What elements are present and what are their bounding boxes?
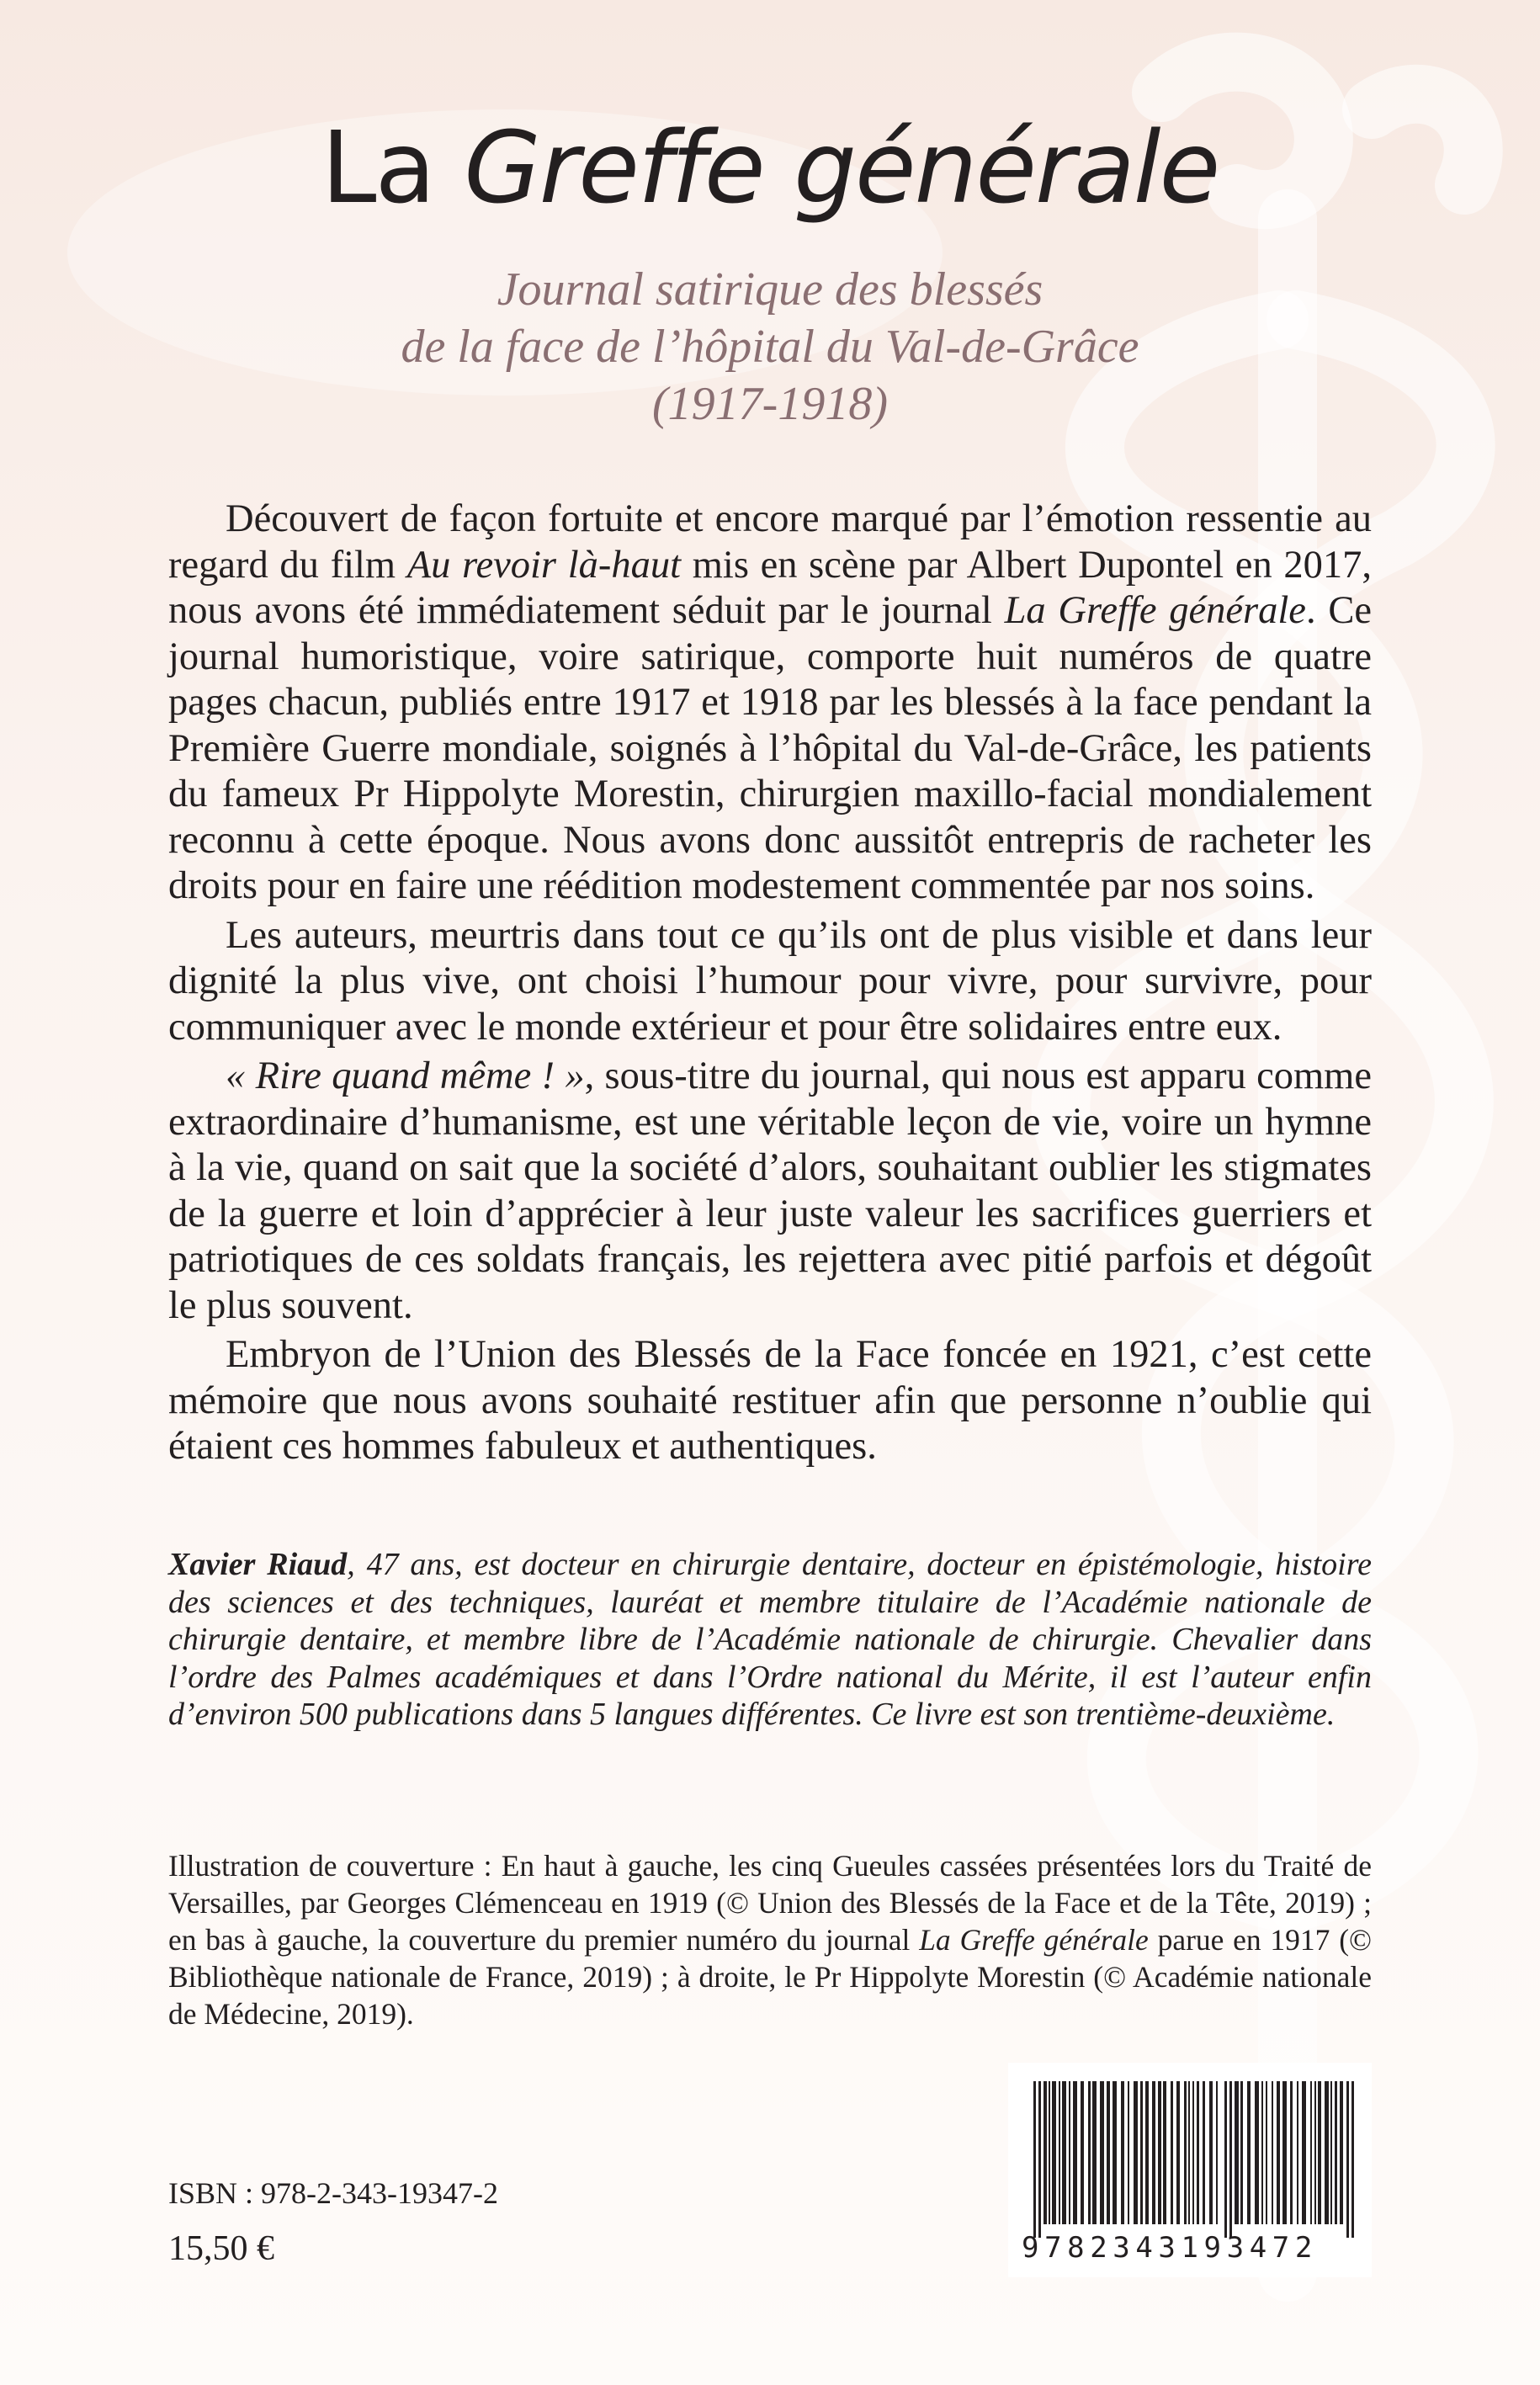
blurb-p1-text-a: Découvert de façon fortuite et encore marqué par l’émotion ressentie au regard du film (168, 497, 1372, 587)
barcode-bar (1069, 2081, 1070, 2224)
blurb-p3-text: , sous-titre du journal, qui nous est apparu comme extraordinaire d’humanisme, est une véritable leçon de vie, voire un hymne à la vie, quand on sait que la société d’alors, souhaitant oublier les stigmates de la guerre et loin d’apprécier à leur juste valeur les sacrifices guerriers et patriotiques de ces soldats français, les rejettera avec pitié parfois et dégoût le plus souvent. (168, 1054, 1372, 1327)
barcode-bar (1121, 2081, 1124, 2224)
blurb-paragraph-1 (168, 497, 1372, 910)
barcode-bar (1192, 2081, 1194, 2224)
barcode-bar (1330, 2081, 1332, 2224)
isbn: ISBN : 978-2-343-19347-2 (168, 2176, 498, 2210)
barcode-bar (1277, 2081, 1280, 2224)
barcode-bar (1038, 2081, 1041, 2238)
credits-journal-title: La Greffe générale (919, 1923, 1149, 1957)
barcode-bar (1059, 2081, 1060, 2224)
barcode-bar (1351, 2081, 1354, 2238)
credits-text-a: Illustration de couverture : En haut à gauche, les cinq Gueules cassées présentées lors du Traité de Versailles, par Georges Clémenceau en 1919 (© Union des Blessés de la Face et de la Tête, 2019) ; en bas à gauche, la couverture du premier numéro du journal (168, 1849, 1372, 1957)
barcode-bar (1272, 2081, 1273, 2224)
barcode-bar (1113, 2081, 1117, 2224)
barcode-bar (1297, 2081, 1298, 2224)
author-name: Xavier Riaud (168, 1547, 348, 1582)
barcode-bar (1209, 2081, 1213, 2224)
barcode-bar (1290, 2081, 1293, 2224)
barcode-bar (1176, 2081, 1180, 2224)
barcode-bar (1325, 2081, 1329, 2224)
barcode-bar (1203, 2081, 1205, 2224)
blurb-p1-text-c: . Ce journal humoristique, voire satirique, comporte huit numéros de quatre pages chacun, publiés entre 1917 et 1918 par les blessés à la face pendant la Première Guerre mondiale, soignés à l’hôpital du Val-de-Grâce, les patients du fameux Pr Hippolyte Morestin, chirurgien maxillo-facial mondialement reconnu à cette époque. Nous avons donc aussitôt entrepris de racheter les droits pour en faire une réédition modestement commentée par nos soins. (168, 589, 1372, 907)
barcode-bar (1052, 2081, 1056, 2224)
barcode-bar (1310, 2081, 1312, 2224)
subtitle-line-1: Journal satirique des blessés (497, 263, 1043, 316)
journal-title: La Greffe générale (1004, 589, 1306, 632)
barcode-bar (1081, 2081, 1084, 2224)
barcode-bar (1163, 2081, 1166, 2224)
barcode-bar (1145, 2081, 1149, 2224)
barcode-bar (1216, 2081, 1218, 2224)
barcode (1008, 2063, 1372, 2277)
barcode-bar (1346, 2081, 1349, 2238)
subtitle-line-2: de la face de l’hôpital du Val-de-Grâce (401, 321, 1139, 373)
barcode-bar (1255, 2081, 1259, 2224)
price: 15,50 € (168, 2229, 274, 2268)
barcode-bar (1261, 2081, 1263, 2224)
barcode-bar (1229, 2081, 1232, 2238)
barcode-bar (1140, 2081, 1143, 2224)
blurb-p1-text-b: mis en scène par Albert Dupontel en 2017, nous avons été immédiatement séduit par le journal (168, 543, 1372, 632)
barcode-bar (1062, 2081, 1066, 2224)
barcode-bar (1128, 2081, 1129, 2224)
blurb (168, 497, 1372, 1470)
barcode-bar (1340, 2081, 1343, 2224)
barcode-bar (1314, 2081, 1316, 2224)
cover-illustration-credits (168, 1847, 1372, 2032)
barcode-bar (1158, 2081, 1161, 2224)
barcode-bar (1184, 2081, 1187, 2224)
barcode-bar (1240, 2081, 1243, 2224)
blurb-paragraph-3 (168, 1054, 1372, 1329)
barcode-digits: 9782343193472 (1022, 2231, 1318, 2265)
journal-motto: « Rire quand même ! » (226, 1054, 585, 1097)
barcode-bar (1247, 2081, 1251, 2224)
credits-text-b: parue en 1917 (© Bibliothèque nationale de France, 2019) ; à droite, le Pr Hippolyte Morestin (© Académie nationale de Médecine, 2019). (168, 1923, 1372, 2031)
barcode-bar (1033, 2081, 1036, 2238)
barcode-bar (1282, 2081, 1287, 2224)
barcode-bar (1188, 2081, 1190, 2224)
barcode-bar (1302, 2081, 1306, 2224)
barcode-bar (1100, 2081, 1104, 2224)
barcode-bar (1073, 2081, 1077, 2224)
author-bio-text: , 47 ans, est docteur en chirurgie dentaire, docteur en épistémologie, histoire des sciences et des techniques, lauréat et membre titulaire de l’Académie nationale de chirurgie dentaire, et membre libre de l’Académie nationale de chirurgie. Chevalier dans l’ordre des Palmes académiques et dans l’Ordre national du Mérite, il est l’auteur enfin d’environ 500 publications dans 5 langues différentes. Ce livre est son trentième-deuxième. (168, 1547, 1372, 1732)
blurb-paragraph-4: Embryon de l’Union des Blessés de la Face foncée en 1921, c’est cette mémoire que nous avons souhaité restituer afin que personne n’oublie qui étaient ces hommes fabuleux et authentiques. (168, 1333, 1372, 1468)
barcode-bar (1107, 2081, 1110, 2224)
blurb-paragraph-2: Les auteurs, meurtris dans tout ce qu’ils ont de plus visible et dans leur dignité la plus vive, ont choisi l’humour pour vivre, pour survivre, pour communiquer avec le monde extérieur et pour être solidaires entre eux. (168, 913, 1372, 1049)
barcode-bar (1043, 2081, 1047, 2224)
barcode-bar (1088, 2081, 1091, 2224)
subtitle-line-3: (1917-1918) (652, 378, 888, 430)
barcode-bar (1171, 2081, 1173, 2224)
barcode-bar (1266, 2081, 1267, 2224)
book-title-regular: La (321, 109, 434, 226)
film-title: Au revoir là-haut (406, 543, 682, 587)
barcode-bar (1134, 2081, 1138, 2224)
book-title-italic: Greffe générale (464, 109, 1219, 226)
book-title (0, 109, 1540, 226)
barcode-bar (1335, 2081, 1337, 2224)
author-bio (168, 1546, 1372, 1734)
barcode-bar (1049, 2081, 1050, 2224)
barcode-bar (1235, 2081, 1239, 2224)
barcode-bar (1318, 2081, 1321, 2224)
book-subtitle (0, 261, 1540, 433)
barcode-bar (1197, 2081, 1199, 2224)
barcode-bar (1092, 2081, 1097, 2224)
barcode-bar (1224, 2081, 1227, 2238)
barcode-bar (1152, 2081, 1155, 2224)
